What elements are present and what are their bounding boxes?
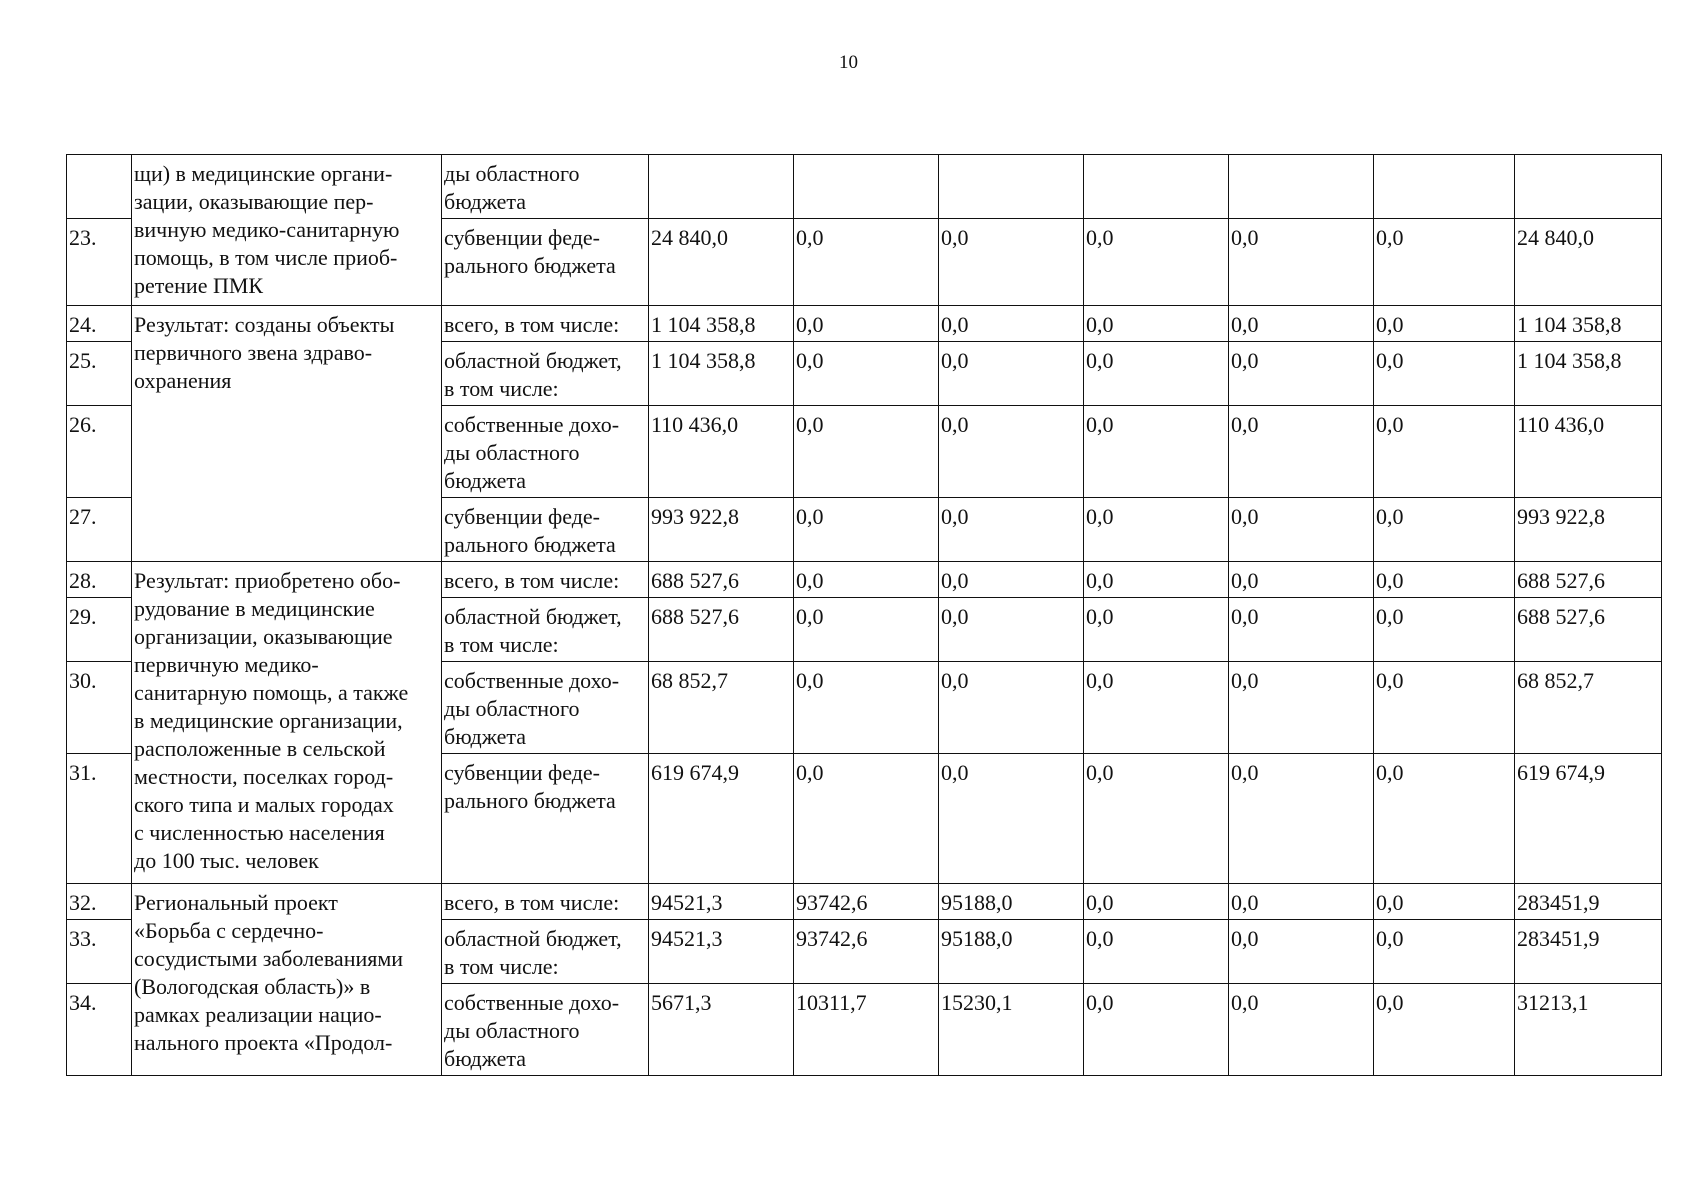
page-number: 10 [839, 52, 858, 73]
total-value-cell: 1 104 358,8 [1515, 306, 1662, 342]
value-cell: 0,0 [1084, 984, 1229, 1076]
value-cell [794, 155, 939, 219]
value-cell: 0,0 [939, 498, 1084, 562]
funding-source: всего, в том числе: [442, 562, 649, 598]
value-cell: 0,0 [939, 342, 1084, 406]
table-body [67, 155, 1662, 1076]
funding-source: собственные дохо- ды областного бюджета [442, 406, 649, 498]
value-cell: 0,0 [794, 219, 939, 306]
value-cell: 10311,7 [794, 984, 939, 1076]
value-cell: 68 852,7 [649, 662, 794, 754]
value-cell: 0,0 [939, 306, 1084, 342]
value-cell: 0,0 [1084, 662, 1229, 754]
funding-source: собственные дохо- ды областного бюджета [442, 662, 649, 754]
value-cell: 0,0 [794, 662, 939, 754]
value-cell: 95188,0 [939, 920, 1084, 984]
table-row [67, 562, 1662, 598]
value-cell: 0,0 [1084, 920, 1229, 984]
total-value-cell [1515, 155, 1662, 219]
value-cell: 0,0 [1084, 884, 1229, 920]
value-cell: 0,0 [1084, 598, 1229, 662]
total-value-cell: 1 104 358,8 [1515, 342, 1662, 406]
value-cell: 0,0 [794, 598, 939, 662]
value-cell: 0,0 [1374, 306, 1515, 342]
value-cell: 0,0 [1374, 562, 1515, 598]
value-cell: 0,0 [1374, 920, 1515, 984]
value-cell: 0,0 [939, 662, 1084, 754]
value-cell: 1 104 358,8 [649, 342, 794, 406]
item-description: Региональный проект «Борьба с сердечно- сосудистыми заболеваниями (Вологодская область)» в рамках реализации нацио- нального проекта «Продол- [132, 884, 442, 1076]
total-value-cell: 688 527,6 [1515, 598, 1662, 662]
value-cell: 0,0 [1374, 598, 1515, 662]
value-cell: 0,0 [1374, 754, 1515, 884]
value-cell: 688 527,6 [649, 598, 794, 662]
funding-source: областной бюджет, в том числе: [442, 342, 649, 406]
value-cell [1084, 155, 1229, 219]
value-cell: 0,0 [939, 219, 1084, 306]
table-row [67, 884, 1662, 920]
total-value-cell: 688 527,6 [1515, 562, 1662, 598]
table-row [67, 155, 1662, 219]
funding-source: собственные дохо- ды областного бюджета [442, 984, 649, 1076]
value-cell [1374, 155, 1515, 219]
value-cell: 0,0 [1229, 754, 1374, 884]
row-number: 31. [67, 754, 132, 884]
total-value-cell: 68 852,7 [1515, 662, 1662, 754]
value-cell: 0,0 [1374, 984, 1515, 1076]
value-cell: 993 922,8 [649, 498, 794, 562]
value-cell: 0,0 [794, 498, 939, 562]
funding-source: субвенции феде- рального бюджета [442, 219, 649, 306]
value-cell [1229, 155, 1374, 219]
total-value-cell: 283451,9 [1515, 884, 1662, 920]
value-cell: 0,0 [794, 754, 939, 884]
funding-source: всего, в том числе: [442, 884, 649, 920]
item-description: Результат: созданы объекты первичного звена здраво- охранения [132, 306, 442, 562]
value-cell: 0,0 [939, 754, 1084, 884]
value-cell: 94521,3 [649, 920, 794, 984]
row-number: 24. [67, 306, 132, 342]
value-cell: 94521,3 [649, 884, 794, 920]
value-cell: 0,0 [1229, 498, 1374, 562]
total-value-cell: 619 674,9 [1515, 754, 1662, 884]
value-cell: 95188,0 [939, 884, 1084, 920]
row-number: 27. [67, 498, 132, 562]
value-cell: 93742,6 [794, 884, 939, 920]
value-cell: 0,0 [794, 342, 939, 406]
funding-source: областной бюджет, в том числе: [442, 598, 649, 662]
row-number: 32. [67, 884, 132, 920]
value-cell: 0,0 [1229, 884, 1374, 920]
row-number: 25. [67, 342, 132, 406]
table-row [67, 306, 1662, 342]
value-cell: 688 527,6 [649, 562, 794, 598]
value-cell: 0,0 [1084, 306, 1229, 342]
value-cell: 93742,6 [794, 920, 939, 984]
value-cell: 0,0 [1229, 562, 1374, 598]
value-cell: 619 674,9 [649, 754, 794, 884]
row-number: 26. [67, 406, 132, 498]
value-cell: 0,0 [1374, 219, 1515, 306]
row-number: 23. [67, 219, 132, 306]
value-cell: 0,0 [1229, 219, 1374, 306]
value-cell: 15230,1 [939, 984, 1084, 1076]
value-cell: 0,0 [1084, 219, 1229, 306]
value-cell: 0,0 [1374, 884, 1515, 920]
row-number: 33. [67, 920, 132, 984]
value-cell: 0,0 [939, 598, 1084, 662]
value-cell: 24 840,0 [649, 219, 794, 306]
funding-source: областной бюджет, в том числе: [442, 920, 649, 984]
value-cell: 0,0 [1229, 406, 1374, 498]
value-cell: 0,0 [1084, 406, 1229, 498]
total-value-cell: 283451,9 [1515, 920, 1662, 984]
value-cell [649, 155, 794, 219]
budget-table [66, 154, 1662, 1076]
total-value-cell: 24 840,0 [1515, 219, 1662, 306]
value-cell: 0,0 [1229, 598, 1374, 662]
value-cell: 0,0 [1374, 406, 1515, 498]
value-cell: 0,0 [1084, 562, 1229, 598]
item-description: Результат: приобретено обо- рудование в медицинские организации, оказывающие первичную медико- санитарную помощь, а также в медицинские организации, расположенные в сельской местности, поселках город- ского типа и малых городах с численностью населения до 100 тыс. человек [132, 562, 442, 884]
value-cell: 0,0 [794, 562, 939, 598]
value-cell: 0,0 [1229, 920, 1374, 984]
value-cell [939, 155, 1084, 219]
value-cell: 0,0 [1374, 498, 1515, 562]
total-value-cell: 110 436,0 [1515, 406, 1662, 498]
value-cell: 110 436,0 [649, 406, 794, 498]
value-cell: 0,0 [1229, 342, 1374, 406]
value-cell: 0,0 [1374, 662, 1515, 754]
value-cell: 0,0 [1084, 342, 1229, 406]
item-description: щи) в медицинские органи- зации, оказывающие пер- вичную медико-санитарную помощь, в том числе приоб- ретение ПМК [132, 155, 442, 306]
funding-source: ды областного бюджета [442, 155, 649, 219]
row-number: 29. [67, 598, 132, 662]
funding-source: субвенции феде- рального бюджета [442, 754, 649, 884]
total-value-cell: 31213,1 [1515, 984, 1662, 1076]
value-cell: 0,0 [1229, 984, 1374, 1076]
row-number: 30. [67, 662, 132, 754]
value-cell: 1 104 358,8 [649, 306, 794, 342]
value-cell: 0,0 [1374, 342, 1515, 406]
row-number: 34. [67, 984, 132, 1076]
row-number: 28. [67, 562, 132, 598]
funding-source: всего, в том числе: [442, 306, 649, 342]
value-cell: 0,0 [794, 306, 939, 342]
total-value-cell: 993 922,8 [1515, 498, 1662, 562]
value-cell: 5671,3 [649, 984, 794, 1076]
funding-source: субвенции феде- рального бюджета [442, 498, 649, 562]
value-cell: 0,0 [1084, 754, 1229, 884]
value-cell: 0,0 [939, 406, 1084, 498]
value-cell: 0,0 [939, 562, 1084, 598]
value-cell: 0,0 [1229, 306, 1374, 342]
value-cell: 0,0 [1084, 498, 1229, 562]
value-cell: 0,0 [1229, 662, 1374, 754]
value-cell: 0,0 [794, 406, 939, 498]
row-number [67, 155, 132, 219]
